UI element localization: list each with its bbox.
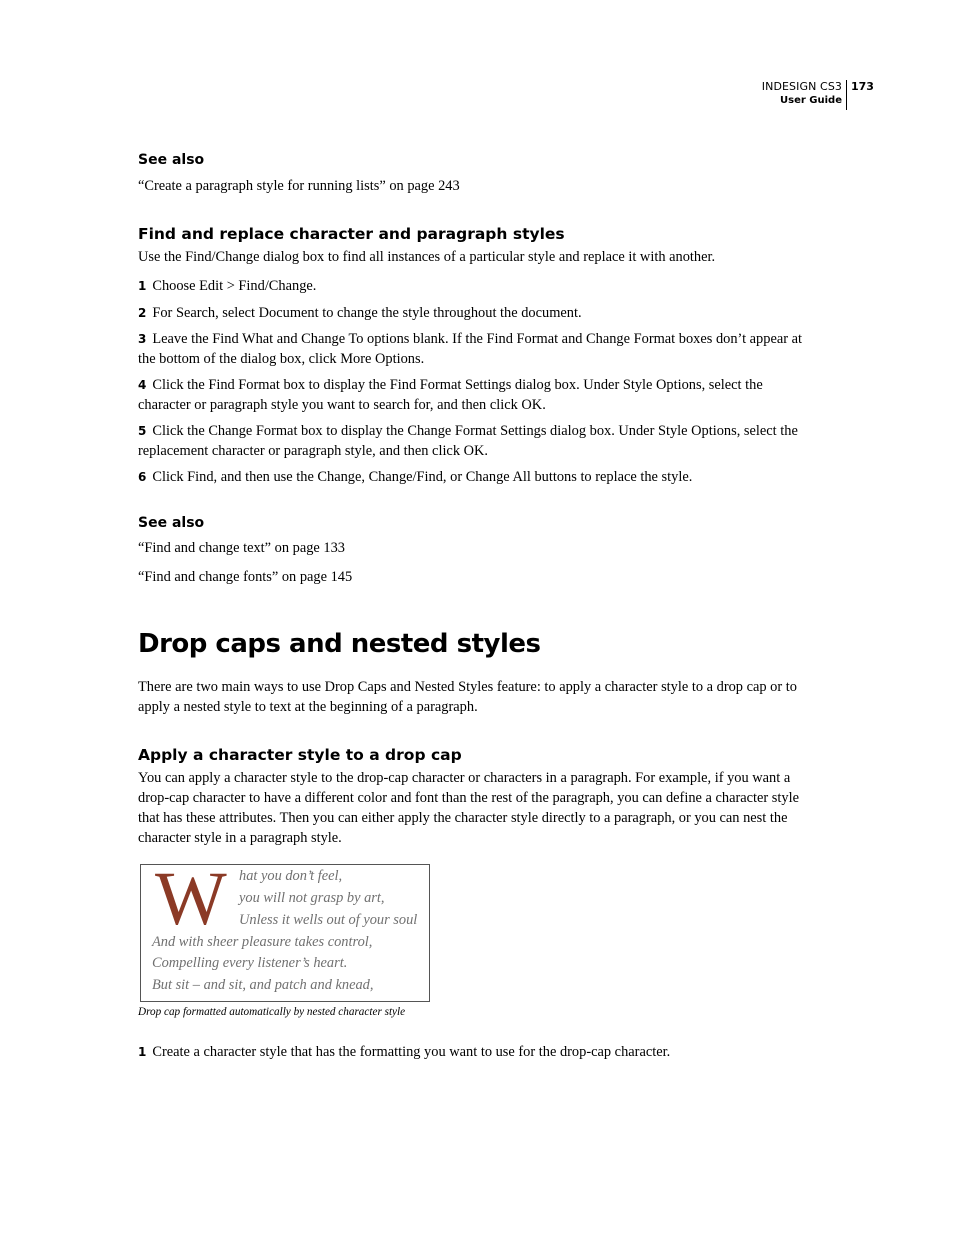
header-guide: User Guide — [780, 95, 842, 106]
step-text: Leave the Find What and Change To options blank. If the Find Format and Change Format boxes don’t appear at — [152, 331, 802, 347]
step-text-cont: replacement character or paragraph style, and then click OK. — [138, 443, 488, 459]
step-text-cont: the bottom of the dialog box, click More Options. — [138, 351, 425, 367]
step-number: 4 — [138, 378, 147, 392]
step-text: Click Find, and then use the Change, Change/Find, or Change All buttons to replace the style. — [152, 469, 693, 485]
see-also-heading: See also — [138, 152, 205, 168]
chapter-intro-line: apply a nested style to text at the beginning of a paragraph. — [138, 699, 478, 715]
section-paragraph — [138, 768, 818, 848]
step-text: For Search, select Document to change the style throughout the document. — [152, 305, 582, 321]
step-text: Click the Find Format box to display the Find Format Settings dialog box. Under Style Options, select the — [152, 377, 763, 393]
step-text-cont: character or paragraph style you want to search for, and then click OK. — [138, 397, 546, 413]
section-heading: Find and replace character and paragraph styles — [138, 225, 565, 243]
section-heading: Apply a character style to a drop cap — [138, 746, 462, 764]
see-also-link[interactable]: “Create a paragraph style for running lists” on page 243 — [138, 178, 460, 194]
step-number: 3 — [138, 332, 147, 346]
poem-line: But sit – and sit, and patch and knead, — [152, 977, 374, 993]
step-number: 2 — [138, 306, 147, 320]
paragraph-line: drop-cap character to have a different color and font than the rest of the paragraph, you can define a character style — [138, 790, 799, 806]
chapter-intro — [138, 677, 818, 717]
see-also-link[interactable]: “Find and change fonts” on page 145 — [138, 569, 353, 585]
step-item — [138, 421, 818, 461]
step-text: Create a character style that has the formatting you want to use for the drop-cap character. — [152, 1044, 671, 1060]
paragraph-line: You can apply a character style to the drop-cap character or characters in a paragraph. For example, if you want a — [138, 770, 791, 786]
step-number: 5 — [138, 424, 147, 438]
step-number: 1 — [138, 279, 147, 293]
poem-line: you will not grasp by art, — [239, 890, 385, 906]
paragraph-line: character style in a paragraph style. — [138, 830, 342, 846]
step-item — [138, 375, 818, 415]
header-divider — [846, 80, 847, 110]
chapter-title: Drop caps and nested styles — [138, 629, 541, 659]
paragraph-line: that has these attributes. Then you can either apply the character style directly to a paragraph, or you can nest the — [138, 810, 788, 826]
poem-line: hat you don’t feel, — [239, 868, 343, 884]
see-also-heading: See also — [138, 515, 205, 531]
poem-line: Compelling every listener’s heart. — [152, 955, 348, 971]
see-also-link[interactable]: “Find and change text” on page 133 — [138, 540, 345, 556]
step-number: 1 — [138, 1045, 147, 1059]
step-item — [138, 467, 818, 487]
poem-line: Unless it wells out of your soul — [239, 912, 418, 928]
step-text: Choose Edit > Find/Change. — [152, 278, 317, 294]
section-intro: Use the Find/Change dialog box to find all instances of a particular style and replace it with another. — [138, 249, 716, 265]
figure-caption: Drop cap formatted automatically by nested character style — [138, 1006, 406, 1018]
header-product: INDESIGN CS3 — [761, 80, 842, 93]
step-item — [138, 276, 818, 296]
drop-cap-figure — [140, 857, 430, 1002]
page-number: 173 — [851, 80, 874, 93]
running-header — [762, 80, 842, 108]
drop-cap-letter: W — [155, 857, 227, 941]
step-text: Click the Change Format box to display the Change Format Settings dialog box. Under Style Options, select the — [152, 423, 798, 439]
poem-line: And with sheer pleasure takes control, — [152, 934, 373, 950]
step-item — [138, 329, 818, 369]
step-item — [138, 303, 818, 323]
step-number: 6 — [138, 470, 147, 484]
step-item — [138, 1042, 818, 1062]
chapter-intro-line: There are two main ways to use Drop Caps and Nested Styles feature: to apply a character style to a drop cap or to — [138, 679, 797, 695]
